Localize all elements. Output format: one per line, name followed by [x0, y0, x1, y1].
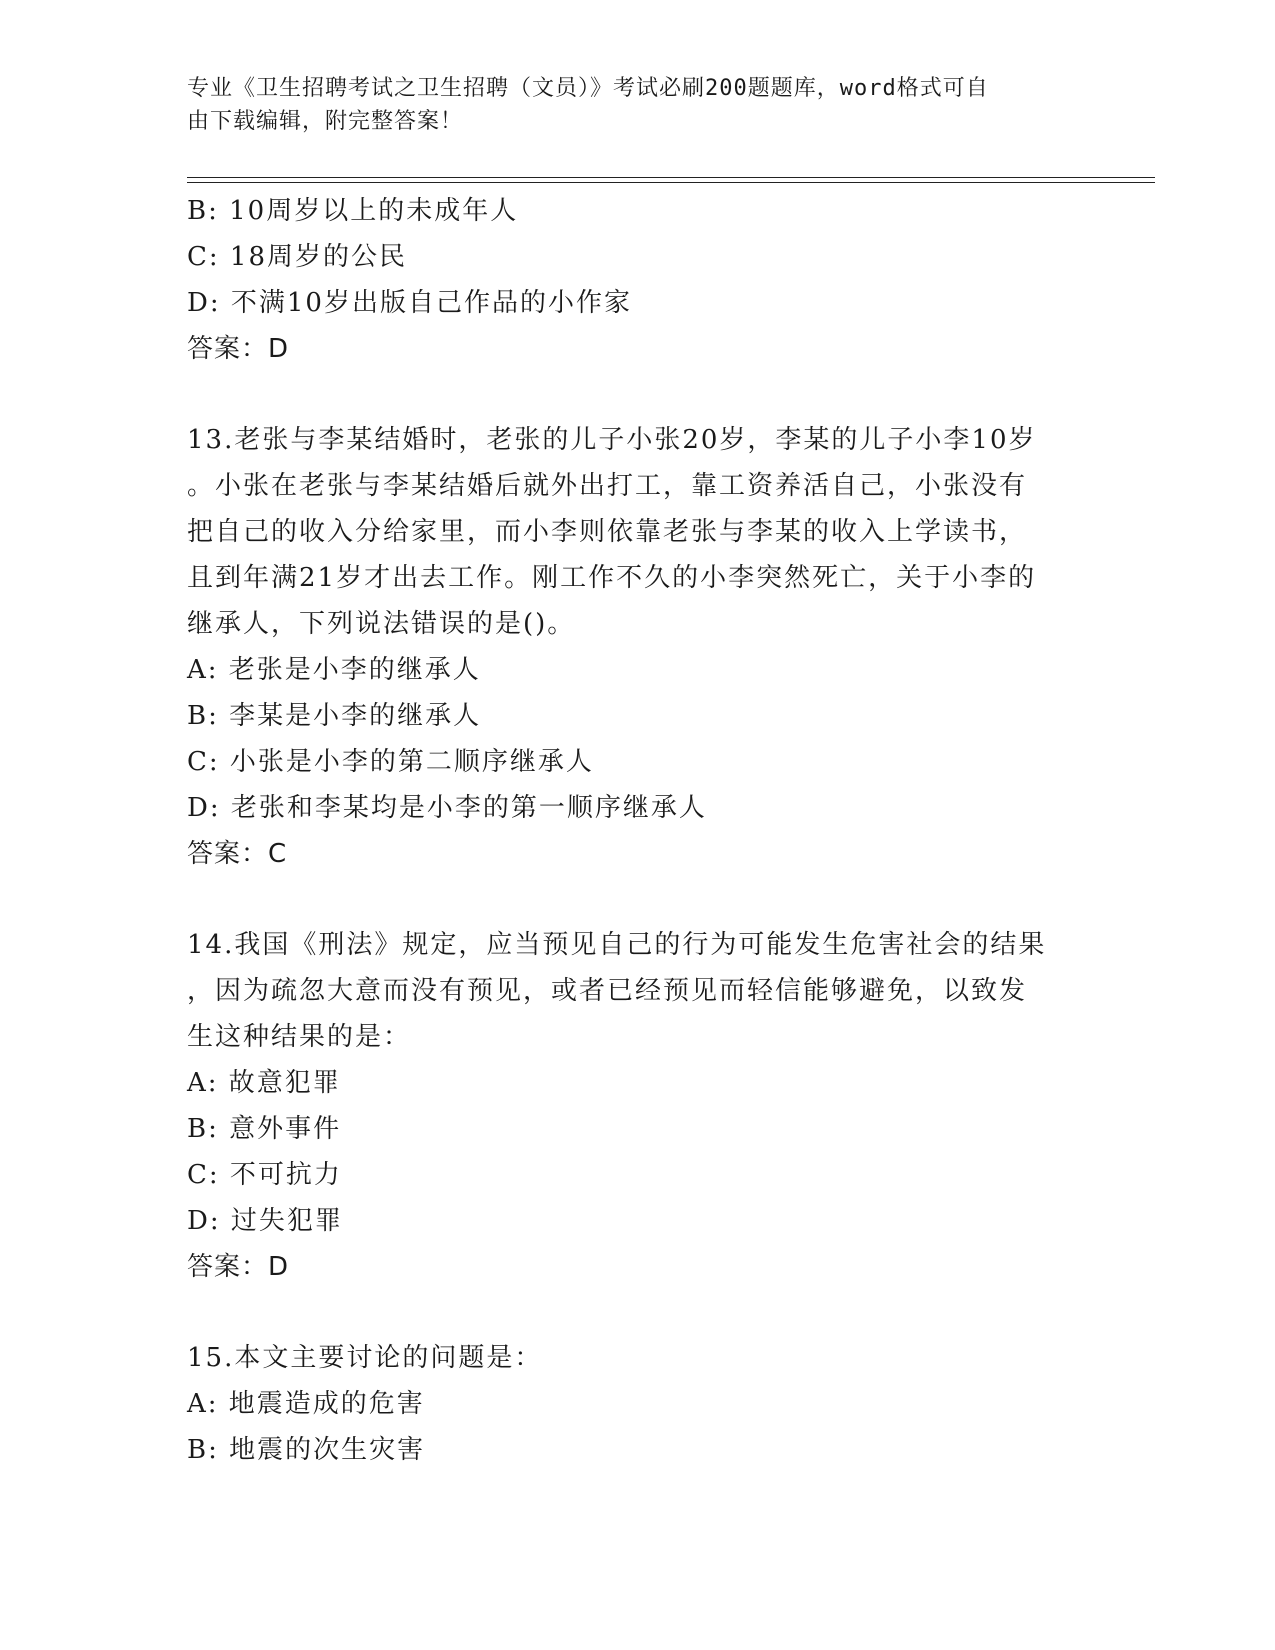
option-b: B: 地震的次生灾害	[187, 1435, 426, 1465]
spacer	[187, 372, 1087, 417]
question-14	[187, 922, 1087, 1290]
header-title-line-1: 专业《卫生招聘考试之卫生招聘（文员）》考试必刷200题题库，word格式可自	[187, 76, 989, 101]
option-c: C: 小张是小李的第二顺序继承人	[187, 747, 594, 777]
stem-line: 把自己的收入分给家里，而小李则依靠老张与李某的收入上学读书，	[187, 517, 1028, 547]
answer-label: 答案：C	[187, 839, 288, 869]
stem-line: 。小张在老张与李某结婚后就外出打工，靠工资养活自己，小张没有	[187, 471, 1028, 501]
option-a: A: 老张是小李的继承人	[187, 655, 481, 685]
spacer	[187, 877, 1087, 922]
question-content	[187, 188, 1087, 1473]
option-a: A: 地震造成的危害	[187, 1389, 425, 1419]
question-13	[187, 417, 1087, 877]
answer-label: 答案：D	[187, 334, 290, 364]
document-header	[187, 72, 1067, 138]
question-stem	[187, 417, 1087, 647]
question-12-tail	[187, 188, 1087, 372]
stem-line: ，因为疏忽大意而没有预见，或者已经预见而轻信能够避免，以致发	[187, 976, 1028, 1006]
option-c: C: 18周岁的公民	[187, 242, 408, 272]
option-b: B: 10周岁以上的未成年人	[187, 196, 519, 226]
question-stem	[187, 1335, 1087, 1381]
stem-line: 且到年满21岁才出去工作。刚工作不久的小李突然死亡，关于小李的	[187, 563, 1037, 593]
option-d: D: 不满10岁出版自己作品的小作家	[187, 288, 632, 318]
answer-label: 答案：D	[187, 1252, 290, 1282]
question-stem	[187, 922, 1087, 1060]
stem-line: 15.本文主要讨论的问题是：	[187, 1343, 543, 1373]
header-title-line-2: 由下载编辑，附完整答案！	[187, 109, 464, 134]
stem-line: 14.我国《刑法》规定，应当预见自己的行为可能发生危害社会的结果	[187, 930, 1047, 960]
stem-line: 继承人，下列说法错误的是()。	[187, 609, 576, 639]
stem-line: 生这种结果的是：	[187, 1022, 412, 1052]
question-15	[187, 1335, 1087, 1473]
header-divider-bottom	[187, 182, 1155, 183]
stem-line: 13.老张与李某结婚时，老张的儿子小张20岁，李某的儿子小李10岁	[187, 425, 1037, 455]
option-c: C: 不可抗力	[187, 1160, 342, 1190]
option-b: B: 意外事件	[187, 1114, 342, 1144]
header-divider-top	[187, 177, 1155, 178]
option-b: B: 李某是小李的继承人	[187, 701, 482, 731]
option-d: D: 过失犯罪	[187, 1206, 343, 1236]
option-a: A: 故意犯罪	[187, 1068, 341, 1098]
spacer	[187, 1290, 1087, 1335]
option-d: D: 老张和李某均是小李的第一顺序继承人	[187, 793, 707, 823]
